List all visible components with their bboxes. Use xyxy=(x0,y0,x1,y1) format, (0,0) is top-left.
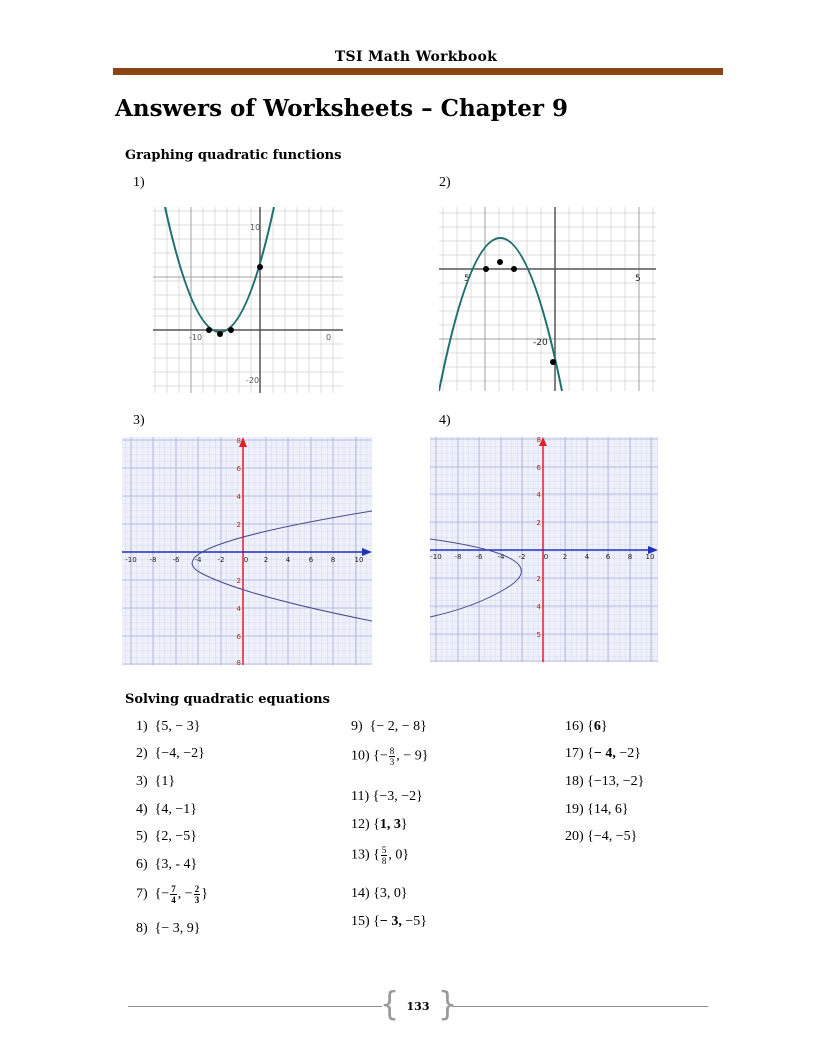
graph-4-y-tick: 5 xyxy=(536,631,541,639)
answer-close: , − 9} xyxy=(396,748,429,764)
answer-number: 18) xyxy=(565,774,584,789)
answer-open: { xyxy=(373,817,380,832)
graph-4-x-tick: 0 xyxy=(543,553,549,561)
answer-fraction xyxy=(389,746,396,767)
graph-3-x-tick: -6 xyxy=(172,556,180,564)
graph-1-label: 1) xyxy=(133,175,145,190)
answer-16 xyxy=(565,719,608,735)
fraction-denominator: 3 xyxy=(389,757,395,767)
graph-2-tick-right: 5 xyxy=(635,274,641,284)
answer-bold-part: 6 xyxy=(593,719,601,734)
answer-value: {−4, −2} xyxy=(154,746,205,761)
answer-separator: , − xyxy=(177,886,193,902)
answer-number: 20) xyxy=(565,829,584,844)
graph-4-x-tick: 2 xyxy=(562,553,568,561)
answer-value: {−3, −2} xyxy=(372,789,423,804)
answer-value: {−13, −2} xyxy=(587,774,645,789)
left-brace-icon: { xyxy=(380,985,400,1024)
graph-4-y-tick: 6 xyxy=(536,464,541,472)
graph-3-x-tick: -8 xyxy=(149,556,157,564)
answer-19 xyxy=(565,802,629,818)
graph-1-tick-bottom: -20 xyxy=(246,376,260,385)
graph-3-y-tick: 8 xyxy=(236,437,241,445)
graph-4-x-tick: -4 xyxy=(497,553,505,561)
graph-1-point xyxy=(257,264,263,270)
answer-fraction xyxy=(170,884,177,905)
answer-open: { xyxy=(587,719,594,734)
graph-3-x-tick: -10 xyxy=(125,556,137,564)
answer-number: 13) xyxy=(351,847,370,863)
graph-4-y-tick: 4 xyxy=(536,603,541,611)
footer-rule-left xyxy=(128,1006,382,1007)
answer-number: 10) xyxy=(351,748,370,764)
graph-1-tick-left: -10 xyxy=(189,333,203,342)
answer-open: { xyxy=(587,746,594,761)
answer-value: {2, −5} xyxy=(154,829,198,844)
graph-3-label: 3) xyxy=(133,413,145,428)
graph-3-y-tick: 8 xyxy=(236,659,241,665)
graph-4-x-tick: -6 xyxy=(475,553,483,561)
answer-11 xyxy=(351,789,423,805)
answer-17 xyxy=(565,746,641,762)
fraction-numerator: 5 xyxy=(381,845,387,855)
answer-value: {− 3, 9} xyxy=(154,921,201,936)
page-number: 133 xyxy=(406,1000,430,1013)
answer-20 xyxy=(565,829,637,845)
answer-open: { xyxy=(373,914,380,929)
fraction-numerator: 7 xyxy=(171,884,176,894)
graph-1-point xyxy=(206,327,212,333)
graph-4-y-tick: 2 xyxy=(536,575,541,583)
graph-4-x-tick: 10 xyxy=(645,553,655,561)
answer-close: −2} xyxy=(615,746,642,761)
answer-number: 3) xyxy=(136,774,148,789)
graph-3-y-tick: 2 xyxy=(236,521,241,529)
answer-9 xyxy=(351,719,427,735)
answer-close: } xyxy=(600,719,608,734)
fraction-denominator: 8 xyxy=(381,856,387,866)
graph-4-x-tick: -10 xyxy=(430,553,442,561)
answer-number: 7) xyxy=(136,886,148,902)
answer-15 xyxy=(351,914,427,930)
equations-section-title: Solving quadratic equations xyxy=(125,692,330,707)
graph-3-x-tick: 4 xyxy=(285,556,291,564)
graph-2-point xyxy=(550,359,556,365)
graph-1-point xyxy=(217,331,223,337)
graph-3-y-tick: 2 xyxy=(236,577,241,585)
answer-value: {5, − 3} xyxy=(154,719,201,734)
answer-open: {− xyxy=(373,748,388,764)
footer-rule-right xyxy=(452,1006,708,1007)
answer-fraction xyxy=(194,884,201,905)
answer-bold-part: − 4, xyxy=(593,746,616,761)
answer-12 xyxy=(351,817,408,833)
answer-fraction xyxy=(381,845,388,866)
answer-value: {3, 0} xyxy=(373,886,408,901)
answer-number: 19) xyxy=(565,802,584,817)
graph-3-x-tick: 0 xyxy=(243,556,249,564)
answer-18 xyxy=(565,774,644,790)
graph-3-y-tick: 4 xyxy=(236,493,241,501)
answer-5 xyxy=(136,829,197,845)
workbook-title: TSI Math Workbook xyxy=(334,49,498,65)
fraction-numerator: 2 xyxy=(194,884,200,894)
graph-3-x-tick: 6 xyxy=(308,556,314,564)
graph-3-sideways-parabola xyxy=(122,437,372,665)
answer-6 xyxy=(136,857,197,873)
answer-number: 12) xyxy=(351,817,370,832)
graph-3-x-tick: 10 xyxy=(354,556,364,564)
answer-8 xyxy=(136,921,201,937)
graph-1-tick-top: 10 xyxy=(250,223,261,232)
answer-value: {1} xyxy=(154,774,176,789)
answer-value: {3, - 4} xyxy=(154,857,198,872)
answer-number: 9) xyxy=(351,719,363,734)
answer-close: } xyxy=(400,817,408,832)
answer-open: {− xyxy=(154,886,170,902)
answer-number: 8) xyxy=(136,921,148,936)
graph-3-y-tick: 6 xyxy=(236,465,241,473)
answer-close: } xyxy=(201,886,208,902)
graph-4-x-tick: 8 xyxy=(627,553,633,561)
answer-1 xyxy=(136,719,201,735)
graph-4-x-tick: 4 xyxy=(584,553,590,561)
answer-bold-part: 1, 3 xyxy=(379,817,401,832)
graph-2-tick-left: 5 xyxy=(464,274,470,284)
answer-14 xyxy=(351,886,408,902)
graph-3-y-tick: 6 xyxy=(236,633,241,641)
graph-2-label: 2) xyxy=(439,175,451,190)
graphing-section-title: Graphing quadratic functions xyxy=(125,148,342,163)
right-brace-icon: } xyxy=(438,985,458,1024)
graph-4-label: 4) xyxy=(439,413,451,428)
answer-value: {14, 6} xyxy=(587,802,629,817)
fraction-numerator: 8 xyxy=(389,746,395,756)
graph-2-parabola xyxy=(439,207,656,391)
answer-value: {4, −1} xyxy=(154,802,198,817)
graph-3-x-tick: -2 xyxy=(217,556,225,564)
answer-number: 5) xyxy=(136,829,148,844)
answer-3 xyxy=(136,774,175,790)
graph-1-parabola xyxy=(153,207,343,393)
answer-value: {−4, −5} xyxy=(587,829,638,844)
answer-open: { xyxy=(373,847,380,863)
graph-2-point xyxy=(483,266,489,272)
answer-close: −5} xyxy=(401,914,428,929)
header-divider xyxy=(113,68,723,75)
graph-4-y-tick: 8 xyxy=(536,437,541,444)
answer-close: , 0} xyxy=(388,847,410,863)
answer-10 xyxy=(351,746,428,767)
graph-4-y-tick: 2 xyxy=(536,519,541,527)
answer-number: 6) xyxy=(136,857,148,872)
answer-13 xyxy=(351,845,409,866)
answer-number: 16) xyxy=(565,719,584,734)
graph-2-point xyxy=(497,259,503,265)
answer-7 xyxy=(136,884,208,905)
graph-1-tick-right: 0 xyxy=(326,333,332,342)
graph-4-x-tick: -8 xyxy=(454,553,462,561)
graph-2-tick-bottom: -20 xyxy=(533,338,548,348)
graph-4-x-tick: -2 xyxy=(518,553,526,561)
answer-number: 1) xyxy=(136,719,148,734)
graph-3-x-tick: -4 xyxy=(194,556,202,564)
graph-2-point xyxy=(511,266,517,272)
graph-4-x-tick: 6 xyxy=(605,553,611,561)
fraction-denominator: 4 xyxy=(171,895,176,905)
page-heading: Answers of Worksheets – Chapter 9 xyxy=(115,95,569,122)
graph-3-x-tick: 2 xyxy=(263,556,269,564)
answer-value: {− 2, − 8} xyxy=(369,719,427,734)
answer-4 xyxy=(136,802,197,818)
answer-number: 15) xyxy=(351,914,370,929)
answer-number: 4) xyxy=(136,802,148,817)
graph-4-sideways-parabola xyxy=(430,437,658,662)
graph-1-point xyxy=(228,327,234,333)
answer-2 xyxy=(136,746,205,762)
fraction-denominator: 3 xyxy=(194,895,200,905)
answer-number: 2) xyxy=(136,746,148,761)
answer-bold-part: − 3, xyxy=(379,914,402,929)
graph-4-y-tick: 4 xyxy=(536,491,541,499)
answer-number: 14) xyxy=(351,886,370,901)
answer-number: 17) xyxy=(565,746,584,761)
graph-3-y-tick: 4 xyxy=(236,605,241,613)
answer-number: 11) xyxy=(351,789,370,804)
graph-3-x-tick: 8 xyxy=(330,556,336,564)
